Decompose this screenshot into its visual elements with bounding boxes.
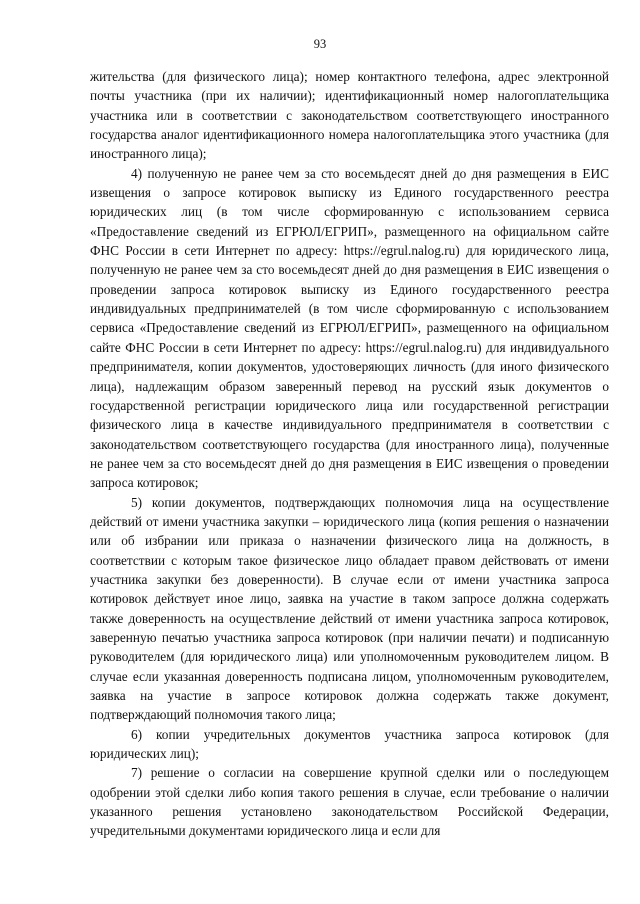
paragraph-item-7-major-transaction-approval: 7) решение о согласии на совершение крупной сделки или о последующем одобрении этой сделки либо копия такого решения в случае, если требование о наличии указанного решения установлено законодательством Российской Федерации, учредительными документами юридического лица и если для	[90, 765, 609, 839]
paragraph-item-5-authority-documents: 5) копии документов, подтверждающих полномочия лица на осуществление действий от имени участника закупки – юридического лица (копия решения о назначении или об избрании или приказа о назначении физического лица на должность, в соответствии с которым такое физическое лицо обладает правом действовать от имени участника закупки без доверенности). В случае если от имени участника запроса котировок действует иное лицо, заявка на участие в таком запросе должна содержать также доверенность на осуществление действий от имени участника запроса котировок, заверенную печатью участника запроса котировок (при наличии печати) и подписанную руководителем (для юридического лица) или уполномоченным руководителем лицом. В случае если указанная доверенность подписана лицом, уполномоченным руководителем, заявка на участие в запросе котировок должна содержать также документ, подтверждающий полномочия такого лица;	[90, 494, 609, 723]
page-number: 93	[313, 37, 327, 51]
paragraph-item-6-founding-documents: 6) копии учредительных документов участника запроса котировок (для юридических лиц);	[90, 726, 609, 762]
paragraph-item-4-registry-extract: 4) полученную не ранее чем за сто восемьдесят дней до дня размещения в ЕИС извещения о запросе котировок выписку из Единого государственного реестра юридических лиц (в том числе сформированную с использованием сервиса «Предоставление сведений из ЕГРЮЛ/ЕГРИП», размещенного на официальном сайте ФНС России в сети Интернет по адресу: https://egrul.nalog.ru) для юридического лица, полученную не ранее чем за сто восемьдесят дней до дня размещения в ЕИС извещения о проведении запроса котировок выписку из Единого государственного реестра индивидуальных предпринимателей (в том числе сформированную с использованием сервиса «Предоставление сведений из ЕГРЮЛ/ЕГРИП», размещенного на официальном сайте ФНС России в сети Интернет по адресу: https://egrul.nalog.ru) для индивидуального предпринимателя, копии документов, удостоверяющих личность (для иного физического лица), надлежащим образом заверенный перевод на русский язык документов о государственной регистрации юридического лица или государственной регистрации физического лица в качестве индивидуального предпринимателя в соответствии с законодательством соответствующего государства (для иностранного лица), полученные не ранее чем за сто восемьдесят дней до дня размещения в ЕИС извещения о проведении запроса котировок;	[90, 165, 609, 491]
paragraph-contact-details: жительства (для физического лица); номер контактного телефона, адрес электронной почты участника (при их наличии); идентификационный номер налогоплательщика участника или в соответствии с законодательством соответствующего иностранного государства аналог идентификационного номера налогоплательщика этого участника (для иностранного лица);	[90, 69, 609, 162]
document-body	[90, 67, 609, 841]
